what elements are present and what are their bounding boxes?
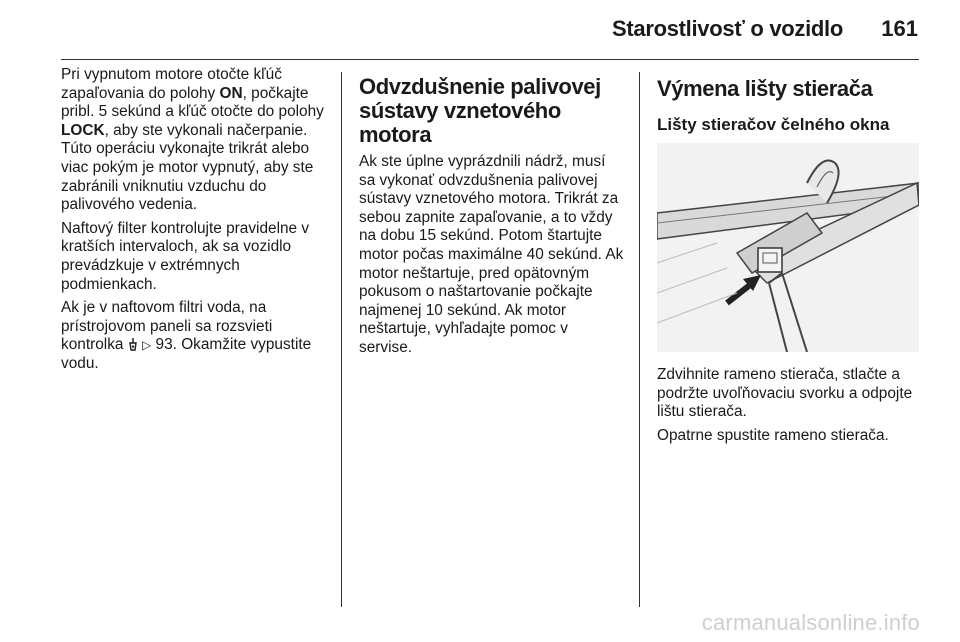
page-reference-link[interactable]: 93 <box>155 336 173 354</box>
subheading-windscreen-wipers: Lišty stieračov čelného okna <box>657 115 890 134</box>
paragraph-fuel-bleeding: Ak ste úplne vyprázdnili nádrž, musí sa vykonať odvzdušnenia palivovej sústavy vznetového motora. Trikrát za sebou zapnite zapaľovanie, a to vždy na dobu 15 sekúnd. Potom štartujte motor počas maximálne 40 sekúnd. Ak motor neštartuje, pred opätovným pokusom o naštartovanie počkajte najmenej 10 sekúnd. Ak motor neštartuje, vyhľadajte pomoc v servise. <box>359 153 624 356</box>
paragraph-ignition <box>61 66 333 215</box>
text-run: , počkajte pribl. 5 sekúnd a kľúč otočte do polohy <box>61 84 324 121</box>
column-middle <box>359 66 624 363</box>
page-header-title: Starostlivosť o vozidlo <box>611 16 843 41</box>
page-number: 161 <box>881 16 918 41</box>
text-run: Pri vypnutom motore otočte kľúč zapaľovania do polohy <box>61 66 282 102</box>
section-heading-fuel-bleeding: Odvzdušnenie palivovej sústavy vznetového motora <box>359 74 601 147</box>
header-divider <box>61 59 919 60</box>
text-run: , aby ste vykonali načerpanie. Túto operáciu vykonajte trikrát alebo viac pokým je motor vypnutý, aby ste zabránili vniknutiu vzduchu do palivového vedenia. <box>61 121 314 214</box>
key-position-lock: LOCK <box>61 121 105 139</box>
water-in-fuel-icon <box>128 338 138 352</box>
text-run: . Okamžite vypustite vodu. <box>61 336 312 372</box>
text-run: Ak je v naftovom filtri voda, na prístrojovom paneli sa rozsvieti kontrolka <box>61 299 273 354</box>
paragraph-wiper-remove: Zdvihnite rameno stierača, stlačte a podržte uvoľňovaciu svorku a odpojte lištu stierača. <box>657 366 913 421</box>
page-reference-icon: ▷ <box>142 338 152 353</box>
watermark: carmanualsonline.info <box>701 610 920 635</box>
wiper-blade-illustration <box>657 143 919 352</box>
paragraph-wiper-lower: Opatrne spustite rameno stierača. <box>657 426 889 444</box>
section-heading-wiper-replacement: Výmena lišty stierača <box>657 76 873 101</box>
key-position-on: ON <box>219 84 243 102</box>
paragraph-water-in-filter <box>61 299 333 373</box>
column-left <box>61 66 333 379</box>
column-right <box>657 66 919 450</box>
paragraph-filter-check: Naftový filter kontrolujte pravidelne v kratších intervaloch, ak sa vozidlo prevádzkuje v extrémnych podmienkach. <box>61 219 310 293</box>
column-divider-2 <box>639 72 640 607</box>
column-divider-1 <box>341 72 342 607</box>
